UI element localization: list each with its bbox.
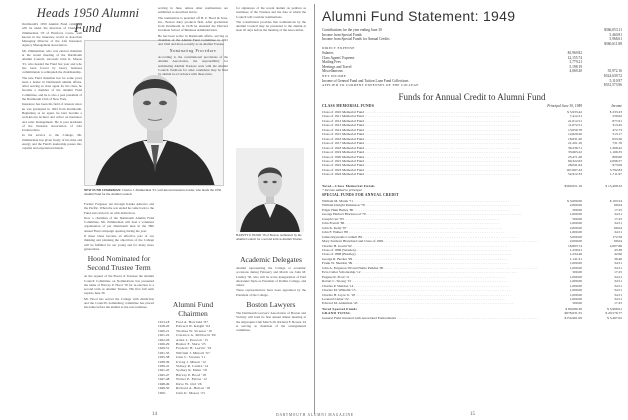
article-headline: Heads 1950 Alumni Fund (36, 6, 140, 35)
row-label: Class of 1921 Memorial Fund . . . (322, 159, 538, 163)
row-value-2: 17.25 (582, 217, 622, 221)
row-value-1: 52,912.33 (538, 172, 582, 176)
row-principal: $154,961.09 (538, 316, 582, 320)
portrait-image (236, 148, 304, 232)
row-value-1: 1,256.91 (538, 248, 582, 252)
chairman-years: 1945-47 (158, 372, 170, 377)
row-label: Class of 1923 Memorial Fund . . . (322, 168, 538, 172)
row-label: Edward M. Alderman '43 . . . (322, 301, 538, 305)
row-value-1: 1,000.00 (538, 212, 582, 216)
row-principal: $678,631.55 (538, 311, 582, 315)
row-label: Mailing Fees (322, 60, 341, 65)
article-column-4 (236, 6, 306, 146)
row-value-2: $566,053.11 (604, 28, 622, 32)
paragraph: Alumni representing the College at academic occasions during February and March are John M. Lindley '30, who will be at the inauguration of Paul Alexander Siple as President of Rollins College, and others. (236, 266, 306, 288)
row-value-2: $531,573.96 (604, 83, 622, 88)
row-value-2: 34.51 (582, 230, 622, 234)
row-value-2: 17.25 (582, 270, 622, 274)
row-label: Charles M. Wilhelm '15 . . . (322, 288, 538, 292)
row-income: $ 5,968.61 (582, 307, 622, 311)
row-value-1: 1,000.00 (538, 284, 582, 288)
row-value-1: 16,863.74 (538, 244, 582, 248)
row-value-2: 513.17 (582, 132, 622, 136)
row-value-1: 1,234.46 (538, 252, 582, 256)
chairman-name: John K. Mason '23 (176, 390, 205, 395)
chairman-name: Frederic H. Leavitt '16 (176, 346, 212, 351)
row-value-2: 653.56 (582, 137, 622, 141)
paragraph: The Constitution provides that nominations by the Alumni Council may be presented to the alumni at least 45 days before the meeting of the Association. (236, 19, 306, 33)
special-funds-totals (322, 307, 622, 320)
chairman-row (158, 391, 228, 395)
row-value-2: $ 103.54 (582, 199, 622, 203)
paragraph: Former Fergusee ran through Kanka America and the Pacific. When the war ended he came back to the Fund and carried it on with distinction. (84, 202, 154, 215)
class-memorial-header: CLASS MEMORIAL FUNDS (322, 104, 375, 108)
nominating-subhead: Nominating Procedure (169, 48, 217, 53)
row-label: NET INCOME (322, 73, 347, 78)
row-value-2: $560,611.88 (604, 41, 622, 46)
left-page (0, 0, 312, 420)
chairman-name: Allen L. Prescott '15 (176, 337, 209, 342)
row-value-1: 21,012.51 (538, 119, 582, 123)
row-value-1: $3,969.82 (567, 50, 582, 55)
page-number-left: 14 (152, 412, 157, 417)
row-label: Class of 1898 (Bradley) . . . (322, 252, 538, 256)
fund-chairmen-list (158, 300, 228, 395)
row-value-2: 34.51 (582, 288, 622, 292)
special-funds-list (322, 199, 622, 306)
row-label: William Dwight Parkinson '78 . . . (322, 203, 538, 207)
chairman-years: 1949-50 (158, 386, 170, 391)
row-label: Class of 1919 Memorial Fund . . . (322, 150, 538, 154)
chairman-name: Fred A. Howland '87 (176, 320, 209, 324)
row-value-2: 2,007.86 (582, 244, 622, 248)
chairman-name: Walter E. Fallon '12 (176, 377, 208, 382)
funds-title: Funds for Annual Credit to Alumni Fund (398, 92, 546, 102)
row-value-2: 34.51 (582, 275, 622, 279)
paragraph: for signatures of the recent alumni on petition as nominees of the Trustees and the date at which the Council will consider nominations. (236, 6, 306, 19)
row-label: William M. Marsh '71 . . . (322, 199, 538, 203)
row-value-2: 472.73 (582, 128, 622, 132)
chairman-years: 1913-18 (158, 320, 170, 324)
row-value-2: 17.25 (582, 208, 622, 212)
paragraph: Mr. Hood has served the College with distinction and the Council's nominating committee has placed his name before the alumni as the sole nominee. (84, 296, 154, 310)
row-value-2: 731.76 (582, 141, 622, 145)
row-label: Charles P. Sheldon '14 . . . (322, 284, 538, 288)
chairman-years: 1950- (158, 390, 166, 395)
chairman-years: 1926-29 (158, 342, 170, 347)
article-column-2 (84, 202, 154, 410)
row-value-2: 69.04 (582, 226, 622, 230)
row-value-2: 5,110.97 (609, 78, 622, 83)
chairman-years: 1929-31 (158, 346, 170, 351)
row-label: George R. Becker '99 . . . (322, 257, 538, 261)
chairman-years: 1918-20 (158, 324, 170, 329)
row-label: Charles H. Joyce Jr. '18 . . . (322, 293, 538, 297)
paragraph: Insurance has been his field of interest since he was graduated in 1923 from Dartmouth. Beginning as an agent, he later became a well-known lecturer and writer on insurance and sales management. He is past president of the National Association of Life Underwriters. (22, 102, 82, 133)
chairman-years: 1938-39 (158, 359, 170, 364)
general-fund-row (322, 316, 622, 320)
row-value-1: 1,000.00 (538, 266, 582, 270)
row-value-2: 1,308.42 (582, 146, 622, 150)
special-fund-row (322, 301, 622, 305)
row-value-1: 500.00 (538, 208, 582, 212)
row-value-2: 34.51 (582, 266, 622, 270)
chairman-years: 1921-22 (158, 333, 170, 338)
row-label: Leonard Lieber '22 . . . (322, 297, 538, 301)
chairman-name: Clarence G. McDavitt '00 (176, 333, 216, 338)
row-value-1: 33,665.22 (538, 150, 582, 154)
row-label: Robert C. Strong '13 . . . (322, 279, 538, 283)
row-label: John F. Walker '88 . . . (322, 230, 538, 234)
chairman-name: Irving J. Minett '12 (176, 359, 207, 364)
article-column-4b (236, 252, 306, 410)
chairman-name: Thomas W. Streeter '10 (176, 328, 213, 333)
row-value-2: 43.38 (582, 248, 622, 252)
row-label: Total—Class Memorial Funds (322, 184, 375, 188)
row-value-1: 60,322.63 (538, 159, 582, 163)
paragraph: At the request of the Board of Trustees the Alumni Council Committee on Nominations has presented the name of Harvey P. Hood '18 for re-election to a second term as Alumni Trustee. His first full term expires June 30. (84, 274, 154, 296)
row-label: Class of 1915 Memorial Fund . . . (322, 132, 538, 136)
row-value-2: 34.51 (582, 212, 622, 216)
row-value-2: $524,639.72 (604, 73, 622, 78)
row-value-1: 500.00 (538, 301, 582, 305)
article-column-3 (158, 6, 228, 296)
row-value-2: 313.45 (582, 123, 622, 127)
paragraph: serving in June, unless other nominations are submitted as described below. (158, 6, 228, 15)
chairman-years: 1941-45 (158, 368, 170, 373)
paragraph: These representatives have been appointed by the President of the College. (236, 288, 306, 297)
row-label: Contributions for the year ending June 30 (322, 28, 382, 32)
row-value-2: 34.51 (582, 293, 622, 297)
row-value-2: 42.60 (582, 252, 622, 256)
row-value-1 (546, 83, 582, 88)
row-value-1: 21,201.10 (538, 141, 582, 145)
row-value-2: 69.04 (582, 239, 622, 243)
row-value-1: 11,072.51 (538, 123, 582, 127)
row-value-2: $ 233.23 (582, 110, 622, 114)
row-label: Income from Special Funds for Annual Credits (322, 37, 390, 42)
row-value-1: 1,000.00 (538, 293, 582, 297)
row-label: DIRECT EXPENSE (322, 46, 355, 51)
row-value-2: 800.60 (582, 155, 622, 159)
row-value-1: 2,000.00 (538, 226, 582, 230)
principal-header: Principal June 30, 1949 (547, 104, 582, 108)
row-label: Class of 1896 (Weeden) . . . (322, 248, 538, 252)
chairman-years: 1935-38 (158, 355, 170, 360)
row-value-1: $ 3,000.00 (538, 199, 582, 203)
row-label: Income of General Fund and Tuition Loan Fund Collections (322, 78, 409, 83)
class-memorial-totals (322, 184, 622, 198)
row-value-2: 5,460.81 (609, 32, 622, 37)
row-value-2: 1,166.35 (582, 150, 622, 154)
row-value-1: 1,000.00 (538, 275, 582, 279)
row-value-1: 7,412.21 (538, 114, 582, 118)
chairman-years: 1948-49 (158, 381, 170, 386)
class-fund-row (322, 172, 622, 176)
row-label: Class of 1917 Memorial Fund . . . (322, 141, 538, 145)
paragraph: He has been active in Dartmouth affairs, serving as chairman of the Alumni Fund Committee in 1941 and 1942 and more recently as an Alumni Trustee. (158, 33, 228, 47)
row-value-1: 3,779.21 (569, 60, 582, 65)
row-label: John French '86 . . . (322, 221, 538, 225)
paragraph: Mr. Zimmerman, who was elected chairman at the recent meeting of the Dartmouth Alumni Council, succeeds John K. Mason '23, who headed the Fund last year and who has been forced by heavy business commitments to relinquish the chairmanship. (22, 48, 82, 75)
row-label: Ezra Cutler Scholarship '12 . . . (322, 270, 538, 274)
statement-title: Alumni Fund Statement: 1949 (322, 8, 516, 24)
hood-portrait (236, 148, 304, 232)
row-label: Class Agents' Expense (322, 55, 355, 60)
chairman-name: William J. Minsch '07 (176, 350, 211, 355)
row-label: Miscellaneous (322, 69, 343, 74)
row-value-1: 5,000.00 (538, 235, 582, 239)
row-value-1: 18,631.20 (538, 137, 582, 141)
special-funds-header: SPECIAL FUNDS FOR ANNUAL CREDIT (322, 192, 399, 197)
row-value-2: 34.51 (582, 261, 622, 265)
chairman-years: 1931-35 (158, 350, 170, 355)
chairman-name: Sidney R. Larkin '14 (176, 364, 209, 369)
row-label: Class of 1913 Memorial Fund . . . (322, 123, 538, 127)
row-value-1: $ 5,933.42 (538, 110, 582, 114)
funds-column-headers (322, 104, 622, 108)
row-label: John A. Ferguson '00 and Nettie Perkins '00 . . . (322, 266, 538, 270)
chairman-name: Dave W. Ord '26 (176, 381, 202, 386)
row-label: James Reynolds Corthell '89 . . . (322, 235, 538, 239)
chairman-years: 1922-26 (158, 337, 170, 342)
row-label: John K. Kelly '87 . . . (322, 226, 538, 230)
row-value-1: 1,000.00 (538, 279, 582, 283)
row-label: General Fund invested with Associated Endowments . . . (322, 316, 538, 320)
paragraph: According to the constitutional provisions of the Alumni Association, the responsibility for nominating Alumni Trustees rests with the Alumni Council. Petitions for other candidates may be filed by alumni in accordance with these rules. (158, 54, 228, 77)
paragraph: In his service to the College, Mr. Zimmerman has given freely of his time and energy and the Fund's leadership passes into capable and experienced hands. (22, 133, 82, 151)
row-income: $ 5,467.02 (582, 316, 622, 320)
row-value-1: 1,000.00 (538, 261, 582, 265)
gutter (314, 4, 315, 414)
row-value-2: 877.61 (582, 119, 622, 123)
statement-table (322, 28, 622, 88)
page-number-right: 15 (470, 412, 475, 417)
row-label: Class of 1924 Memorial Fund . . . (322, 172, 538, 176)
paragraph: Dartmouth's 1950 Alumni Fund campaign will be under the direction of Charles J. Zimmerman '23 of Hartford, Conn., well known in the insurance world as Associate Managing Director of the Life Insurance Agency Management Association. (22, 22, 82, 48)
class-memorial-list (322, 110, 622, 177)
paragraph: If these ideas become an effective part of our thinking and planning the objectives of the College will be fulfilled for our young and for many more generations. (84, 234, 154, 251)
row-label: George Herbert Blackwood '79 . . . (322, 212, 538, 216)
row-value-2: 39.40 (582, 257, 622, 261)
row-value-2: 34.51 (582, 284, 622, 288)
row-income: $ 20,576.77 (582, 311, 622, 315)
row-value-1: 14,820.20 (538, 132, 582, 136)
row-income: $ 15,408.32 (582, 184, 622, 188)
row-value-2: 259.62 (582, 114, 622, 118)
row-label: Eugene R. Frost '11 . . . (322, 275, 538, 279)
academic-headline: Academic Delegates (240, 255, 302, 264)
chairman-name: John C. Strauss '11 (176, 355, 206, 360)
row-label: Class of 1910 Memorial Fund . . . (322, 110, 538, 114)
row-label: Edgar Hunt Bailey '80 . . . (322, 208, 538, 212)
chairman-name: Harvey P. Hood '18 (176, 372, 207, 377)
chairman-name: Sydney R. Dunn '18 (176, 368, 207, 373)
chairman-name: Edward W. Knight '04 (176, 324, 211, 329)
row-value-2: 35,972.16 (607, 69, 622, 74)
chairmen-title: Alumni Fund Chairmen (172, 300, 214, 318)
row-value-2: 5,792.83 (582, 168, 622, 172)
row-value-1: 5,198.19 (569, 64, 582, 69)
row-value-2: 973.09 (582, 163, 622, 167)
row-label: GRAND TOTAL (322, 311, 351, 316)
chairman-years: 1920-21 (158, 328, 170, 333)
row-value-2: 2,096.57 (582, 159, 622, 163)
article-column-1 (22, 22, 82, 410)
row-label: Frank W. Sheldon '99 . . . (322, 261, 538, 265)
chairman-name: Homer E. Shaw '25 (176, 342, 206, 347)
boston-headline: Boston Lawyers (246, 300, 296, 310)
row-label: Joseph Carr '83 . . . (322, 217, 538, 221)
row-value-2: 172.58 (582, 235, 622, 239)
caption-bold: NEW FUND CHAIRMAN: (84, 188, 122, 192)
row-value-2: 34.51 (582, 297, 622, 301)
hood-caption: HARVEY P. HOOD '18 of Boston, nominated by the Alumni Council for a second term as Alumni Trustee. (236, 233, 303, 241)
income-header: Income (611, 104, 622, 108)
row-value-1: 1,000.00 (538, 297, 582, 301)
row-label: Salaries (322, 50, 334, 55)
row-value-1: 500.00 (538, 270, 582, 274)
row-value-1: 167,667.43 (538, 168, 582, 172)
row-principal: $ 80,080.39 (538, 307, 582, 311)
caption-text: Charles J. Zimmerman '23, well-known insurance leader, who heads the 1950 Alumni Fund for the Alumni Council. (84, 188, 222, 196)
paragraph: The Dartmouth Lawyers' Association of Boston and Vicinity will hold its first annual dinner meeting at the Algonquin Club March 26. Richard F. Bowen '24 is serving as chairman of the arrangements committee. (236, 311, 306, 333)
row-value-1: 500.00 (538, 217, 582, 221)
row-value-1: 4,069.20 (569, 69, 582, 74)
hood-headline: Hood Nominated for Second Trustee Term (87, 254, 151, 273)
row-label: Income from Special Funds (322, 32, 362, 37)
chairman-name: Richard A. Holton '18 (176, 386, 211, 391)
paragraph: Now a chairman of the Dartmouth Alumni Fund Committee, Mr. Zimmerman will lead a volunteer organization of per Dartmouth men in the 38th annual Fund campaign opening during the year. (84, 215, 154, 233)
chairman-years: 1939-41 (158, 364, 170, 369)
row-value-1: 13,650.78 (538, 128, 582, 132)
row-value-2: 17.25 (582, 301, 622, 305)
row-value-1: 28,041.64 (538, 163, 582, 167)
paragraph: The new Fund chairman has for some years been a leader in Dartmouth alumni affairs. After serving as class agent for his class, he became a member of the Alumni Fund Committee, and he is also a past president of the Dartmouth Club of New York. (22, 75, 82, 102)
row-value-1: 23,471.28 (538, 155, 582, 159)
row-value-2: 34.51 (582, 221, 622, 225)
row-value-2: 5,968.61 (609, 37, 622, 42)
row-label: Charles H. Gould '92 . . . (322, 244, 538, 248)
row-label: Class of 1916 Memorial Fund . . . (322, 137, 538, 141)
row-value-2: 1,711.97 (582, 172, 622, 176)
row-label: Class of 1914 Memorial Fund . . . (322, 128, 538, 132)
row-label: Total Special Funds (322, 307, 358, 311)
magazine-footer: DARTMOUTH ALUMNI MAGAZINE (276, 413, 354, 417)
row-value-1: 2,000.00 (538, 239, 582, 243)
row-value-1: 1,000.00 (538, 230, 582, 234)
row-value-2: 69.04 (582, 203, 622, 207)
row-label: Class of 1912 Memorial Fund . . . (322, 119, 538, 123)
note-text: * Income added to principal (322, 188, 362, 193)
row-value-1: 2,000.00 (538, 203, 582, 207)
statement-row (322, 83, 622, 88)
row-value-1: 1,141.41 (538, 257, 582, 261)
row-value-2: 34.51 (582, 279, 622, 283)
row-principal: $560,651.16 (538, 184, 582, 188)
row-label: Class of 1920 Memorial Fund . . . (322, 155, 538, 159)
row-label: Mary Sanborn Blanchard and Class of 1892 . . . (322, 239, 538, 243)
row-value-1: 1,000.00 (538, 221, 582, 225)
row-label: Class of 1922 Memorial Fund . . . (322, 163, 538, 167)
row-value-1: 12,155.74 (567, 55, 582, 60)
chairman-years: 1947-48 (158, 377, 170, 382)
row-value-1: 1,000.00 (538, 288, 582, 292)
row-label: Class of 1918 Memorial Fund . . . (322, 146, 538, 150)
paragraph: The nomination is presided off H. P. Hood & Sons, Inc., Boston dairy products firm. After graduation from Dartmouth in 1918 he attended the Harvard Graduate School of Business Administration. (158, 15, 228, 33)
row-label: Class of 1911 Memorial Fund . . . (322, 114, 538, 118)
row-label: APPLIED TO CURRENT EXPENSES OF THE COLLEGE (322, 83, 419, 88)
row-value-1: 39,236.71 (538, 146, 582, 150)
row-label: Meetings and Travel (322, 64, 352, 69)
